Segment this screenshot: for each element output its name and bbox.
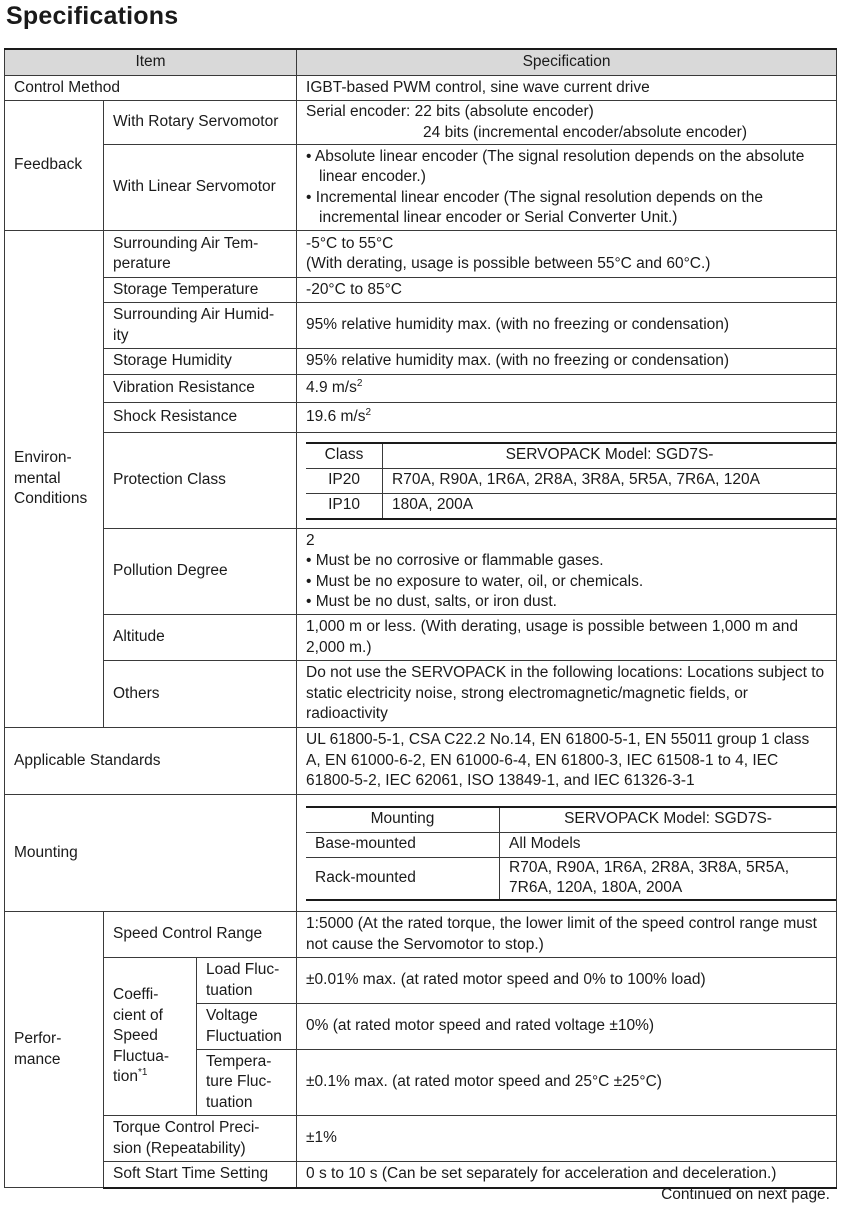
- spec-rotary-servomotor: [297, 101, 837, 145]
- item-altitude: Altitude: [104, 615, 297, 661]
- spec-speed-control-range: 1:5000 (At the rated torque, the lower limit of the speed control range must not cause the Servomotor to stop.): [297, 912, 837, 958]
- item-temperature-fluctuation: Tempera-ture Fluc-tuation: [197, 1050, 297, 1116]
- header-item: Item: [5, 49, 297, 76]
- table-row: [5, 231, 837, 278]
- table-row: [5, 375, 837, 403]
- item-coefficient-speed-fluctuation: [104, 958, 197, 1116]
- spec-value: 19.6 m/s: [306, 408, 366, 426]
- table-row: [5, 1116, 837, 1162]
- group-performance: Perfor-mance: [5, 912, 104, 1188]
- col-model: SERVOPACK Model: SGD7S-: [383, 443, 837, 469]
- protection-class-table: [306, 442, 836, 520]
- model-cell: R70A, R90A, 1R6A, 2R8A, 3R8A, 5R5A, 7R6A, 120A: [383, 468, 837, 493]
- footnote-marker: *1: [138, 1067, 148, 1079]
- table-row: [5, 76, 837, 101]
- continued-note: Continued on next page.: [661, 1186, 830, 1203]
- table-row: [5, 958, 837, 1004]
- spec-line: -5°C to 55°C: [306, 234, 394, 252]
- table-header-row: [5, 49, 837, 76]
- table-row: [5, 101, 837, 145]
- item-soft-start-time: Soft Start Time Setting: [104, 1162, 297, 1188]
- mounting-type-cell: Rack-mounted: [306, 857, 500, 900]
- item-applicable-standards: Applicable Standards: [5, 728, 297, 795]
- spec-line: Serial encoder: 22 bits (absolute encoder): [306, 103, 594, 120]
- model-cell: R70A, R90A, 1R6A, 2R8A, 3R8A, 5R5A, 7R6A, 120A, 180A, 200A: [500, 857, 837, 900]
- table-row: [306, 832, 836, 857]
- bullet-item: • Must be no exposure to water, oil, or chemicals.: [306, 572, 644, 590]
- spec-altitude: 1,000 m or less. (With derating, usage is possible between 1,000 m and 2,000 m.): [297, 615, 837, 661]
- item-mounting: Mounting: [5, 795, 297, 912]
- spec-linear-servomotor: [297, 145, 837, 231]
- table-row: [5, 661, 837, 728]
- model-cell: All Models: [500, 832, 837, 857]
- model-cell: 180A, 200A: [383, 493, 837, 519]
- spec-control-method: IGBT-based PWM control, sine wave current drive: [297, 76, 837, 101]
- table-row: [306, 493, 836, 519]
- spec-line: 24 bits (incremental encoder/absolute encoder): [423, 123, 747, 141]
- item-others: Others: [104, 661, 297, 728]
- table-row: [5, 1162, 837, 1188]
- item-control-method: Control Method: [5, 76, 297, 101]
- inner-header-row: [306, 807, 836, 833]
- spec-line: (With derating, usage is possible between 55°C and 60°C.): [306, 255, 711, 272]
- table-row: [5, 145, 837, 231]
- bullet-item: • Absolute linear encoder (The signal resolution depends on the absolute linear encoder.): [306, 147, 805, 185]
- spec-vibration: [297, 375, 837, 403]
- spec-applicable-standards: UL 61800-5-1, CSA C22.2 No.14, EN 61800-5-1, EN 55011 group 1 class A, EN 61000-6-2, EN 61000-6-4, EN 61800-3, IEC 61508-1 to 4, IEC 61800-5-2, IEC 62061, ISO 13849-1, and IEC 61326-3-1: [297, 728, 837, 795]
- class-cell: IP20: [306, 468, 383, 493]
- spec-protection-class: [297, 433, 837, 529]
- item-storage-humidity: Storage Humidity: [104, 349, 297, 375]
- page-title: Specifications: [6, 2, 179, 30]
- spec-torque-control-precision: ±1%: [297, 1116, 837, 1162]
- item-storage-temp: Storage Temperature: [104, 278, 297, 303]
- item-surrounding-humidity: Surrounding Air Humid-ity: [104, 303, 297, 349]
- table-row: [5, 349, 837, 375]
- item-surrounding-temp: Surrounding Air Tem-perature: [104, 231, 297, 278]
- group-feedback: Feedback: [5, 101, 104, 231]
- table-row: [5, 278, 837, 303]
- header-specification: Specification: [297, 49, 837, 76]
- item-torque-control-precision: Torque Control Preci-sion (Repeatability): [104, 1116, 297, 1162]
- item-pollution: Pollution Degree: [104, 529, 297, 615]
- group-environmental: Environ-mental Conditions: [5, 231, 104, 728]
- bullet-item: • Must be no corrosive or flammable gases.: [306, 552, 604, 569]
- item-voltage-fluctuation: Voltage Fluctuation: [197, 1004, 297, 1050]
- table-row: [5, 728, 837, 795]
- spec-value: 4.9 m/s: [306, 379, 357, 397]
- item-rotary-servomotor: With Rotary Servomotor: [104, 101, 297, 145]
- spec-surrounding-humidity: 95% relative humidity max. (with no freezing or condensation): [297, 303, 837, 349]
- col-model: SERVOPACK Model: SGD7S-: [500, 807, 837, 833]
- bullet-item: • Incremental linear encoder (The signal resolution depends on the incremental linear encoder or Serial Converter Unit.): [306, 188, 763, 226]
- specifications-table: [4, 48, 837, 1189]
- item-shock: Shock Resistance: [104, 403, 297, 433]
- spec-temperature-fluctuation: ±0.1% max. (at rated motor speed and 25°C ±25°C): [297, 1050, 837, 1116]
- item-linear-servomotor: With Linear Servomotor: [104, 145, 297, 231]
- inner-header-row: [306, 443, 836, 469]
- coefficient-label: Coeffi-cient of Speed Fluctua-tion: [113, 986, 169, 1086]
- item-load-fluctuation: Load Fluc-tuation: [197, 958, 297, 1004]
- spec-voltage-fluctuation: 0% (at rated motor speed and rated voltage ±10%): [297, 1004, 837, 1050]
- mounting-type-cell: Base-mounted: [306, 832, 500, 857]
- col-class: Class: [306, 443, 383, 469]
- spec-shock: [297, 403, 837, 433]
- table-row: [5, 403, 837, 433]
- spec-pollution: [297, 529, 837, 615]
- item-vibration: Vibration Resistance: [104, 375, 297, 403]
- mounting-table: [306, 806, 836, 901]
- table-row: [5, 615, 837, 661]
- spec-storage-temp: -20°C to 85°C: [297, 278, 837, 303]
- bullet-item: • Must be no dust, salts, or iron dust.: [306, 593, 557, 610]
- item-speed-control-range: Speed Control Range: [104, 912, 297, 958]
- table-row: [5, 303, 837, 349]
- superscript: 2: [365, 407, 372, 419]
- spec-load-fluctuation: ±0.01% max. (at rated motor speed and 0% to 100% load): [297, 958, 837, 1004]
- spec-soft-start-time: 0 s to 10 s (Can be set separately for acceleration and deceleration.): [297, 1162, 837, 1188]
- item-protection-class: Protection Class: [104, 433, 297, 529]
- table-row: [5, 433, 837, 529]
- superscript: 2: [356, 378, 363, 390]
- table-row: [306, 857, 836, 900]
- spec-surrounding-temp: [297, 231, 837, 278]
- table-row: [5, 529, 837, 615]
- spec-storage-humidity: 95% relative humidity max. (with no freezing or condensation): [297, 349, 837, 375]
- spec-line: 2: [306, 531, 315, 549]
- spec-others: Do not use the SERVOPACK in the following locations: Locations subject to static electricity noise, strong electromagnetic/magnetic fields, or radioactivity: [297, 661, 837, 728]
- spec-mounting: [297, 795, 837, 912]
- table-row: [5, 912, 837, 958]
- table-row: [5, 795, 837, 912]
- table-row: [306, 468, 836, 493]
- col-mounting: Mounting: [306, 807, 500, 833]
- class-cell: IP10: [306, 493, 383, 519]
